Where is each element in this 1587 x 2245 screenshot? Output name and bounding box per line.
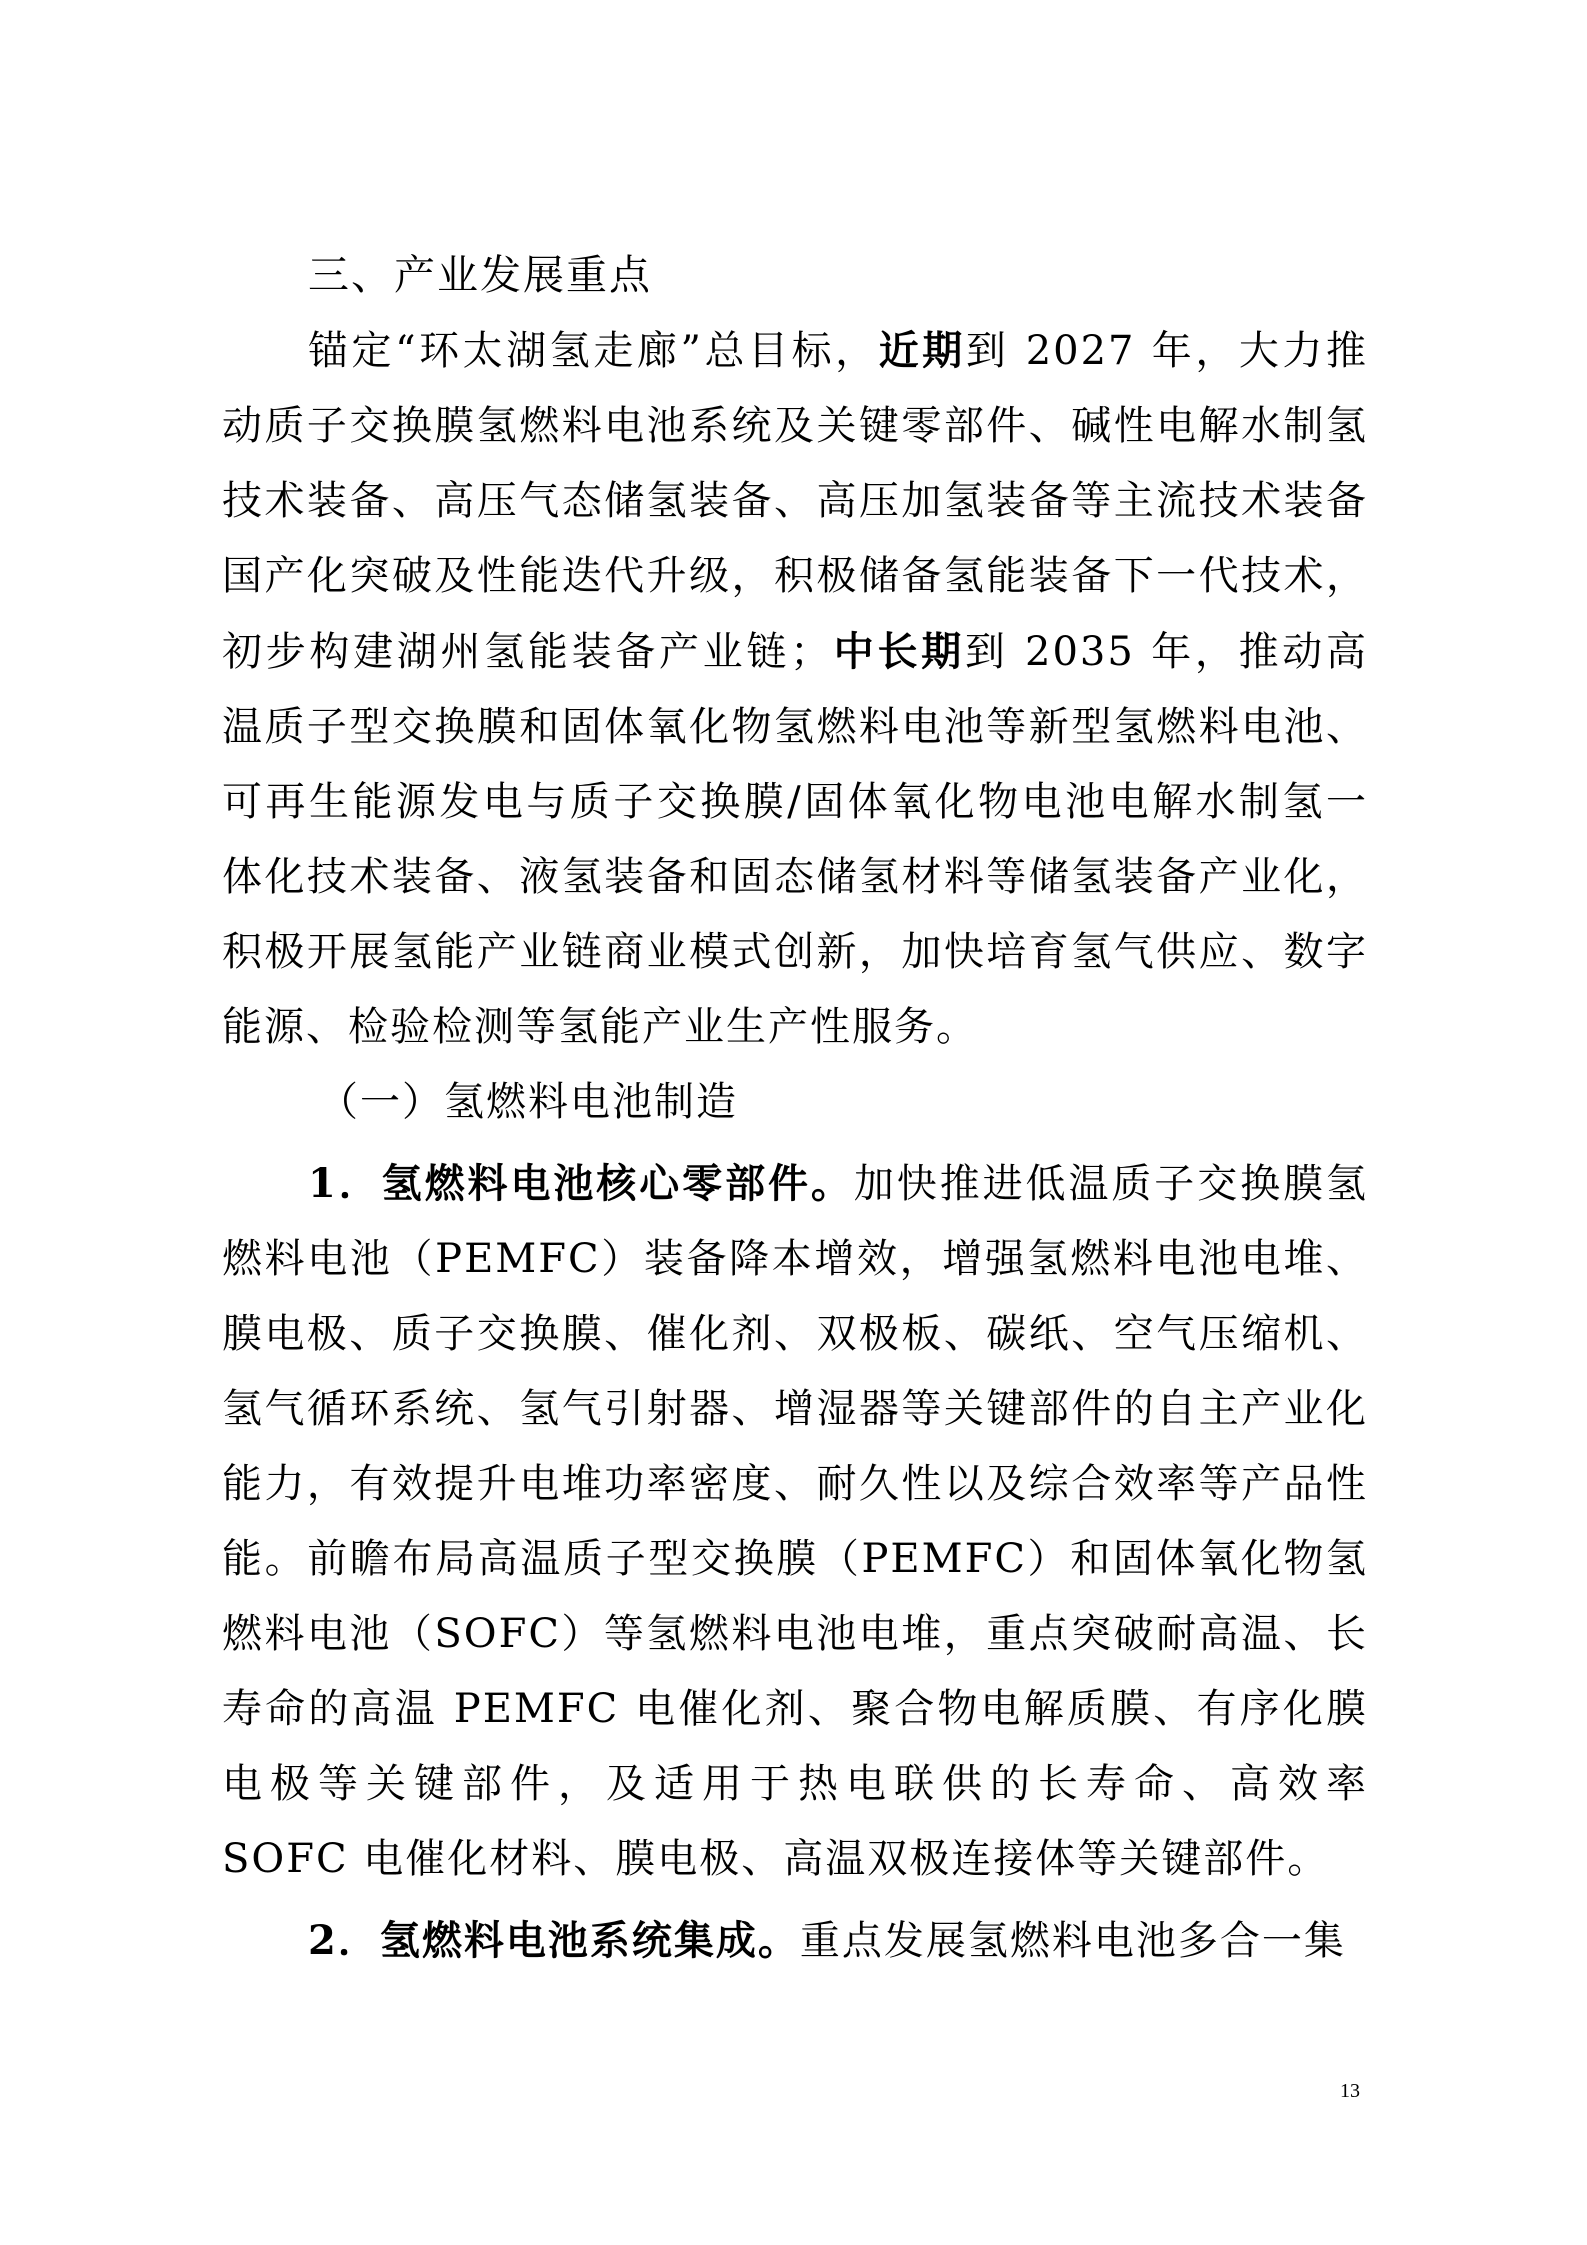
page-content [222, 238, 1368, 1979]
intro-paragraph [222, 313, 1368, 1065]
page-number: 13 [1340, 2080, 1360, 2102]
intro-text-2: 到 2027 年，大力推动质子交换膜氢燃料电池系统及关键零部件、碱性电解水制氢技术装备、高压气态储氢装备、高压加氢装备等主流技术装备国产化突破及性能迭代升级，积极储备氢能装备下一代技术，初步构建湖州氢能装备产业链； [222, 328, 1368, 675]
item1-title: 1．氢燃料电池核心零部件。 [308, 1160, 854, 1207]
intro-bold-long-term: 中长期 [832, 628, 965, 675]
item2-paragraph [222, 1903, 1368, 1979]
intro-text-1: 锚定“环太湖氢走廊”总目标， [308, 328, 879, 374]
item1-paragraph [222, 1146, 1368, 1897]
item2-body: 重点发展氢燃料电池多合一集 [799, 1918, 1346, 1964]
sub-heading: （一）氢燃料电池制造 [318, 1079, 738, 1125]
item1-body: 加快推进低温质子交换膜氢燃料电池（PEMFC）装备降本增效，增强氢燃料电池电堆、膜电极、质子交换膜、催化剂、双极板、碳纸、空气压缩机、氢气循环系统、氢气引射器、增湿器等关键部件的自主产业化能力，有效提升电堆功率密度、耐久性以及综合效率等产品性能。前瞻布局高温质子型交换膜（PEMFC）和固体氧化物氢燃料电池（SOFC）等氢燃料电池电堆，重点突破耐高温、长寿命的高温 PEMFC 电催化剂、聚合物电解质膜、有序化膜电极等关键部件，及适用于热电联供的长寿命、高效率 SOFC 电催化材料、膜电极、高温双极连接体等关键部件。 [222, 1161, 1368, 1882]
item2-title: 2．氢燃料电池系统集成。 [308, 1917, 800, 1964]
intro-text-3: 到 2035 年，推动高温质子型交换膜和固体氧化物氢燃料电池等新型氢燃料电池、可再生能源发电与质子交换膜/固体氧化物电池电解水制氢一体化技术装备、液氢装备和固态储氢材料等储氢装备产业化，积极开展氢能产业链商业模式创新，加快培育氢气供应、数字能源、检验检测等氢能产业生产性服务。 [222, 629, 1369, 1050]
intro-bold-near-term: 近期 [878, 327, 966, 374]
section-heading: 三、产业发展重点 [308, 251, 652, 299]
